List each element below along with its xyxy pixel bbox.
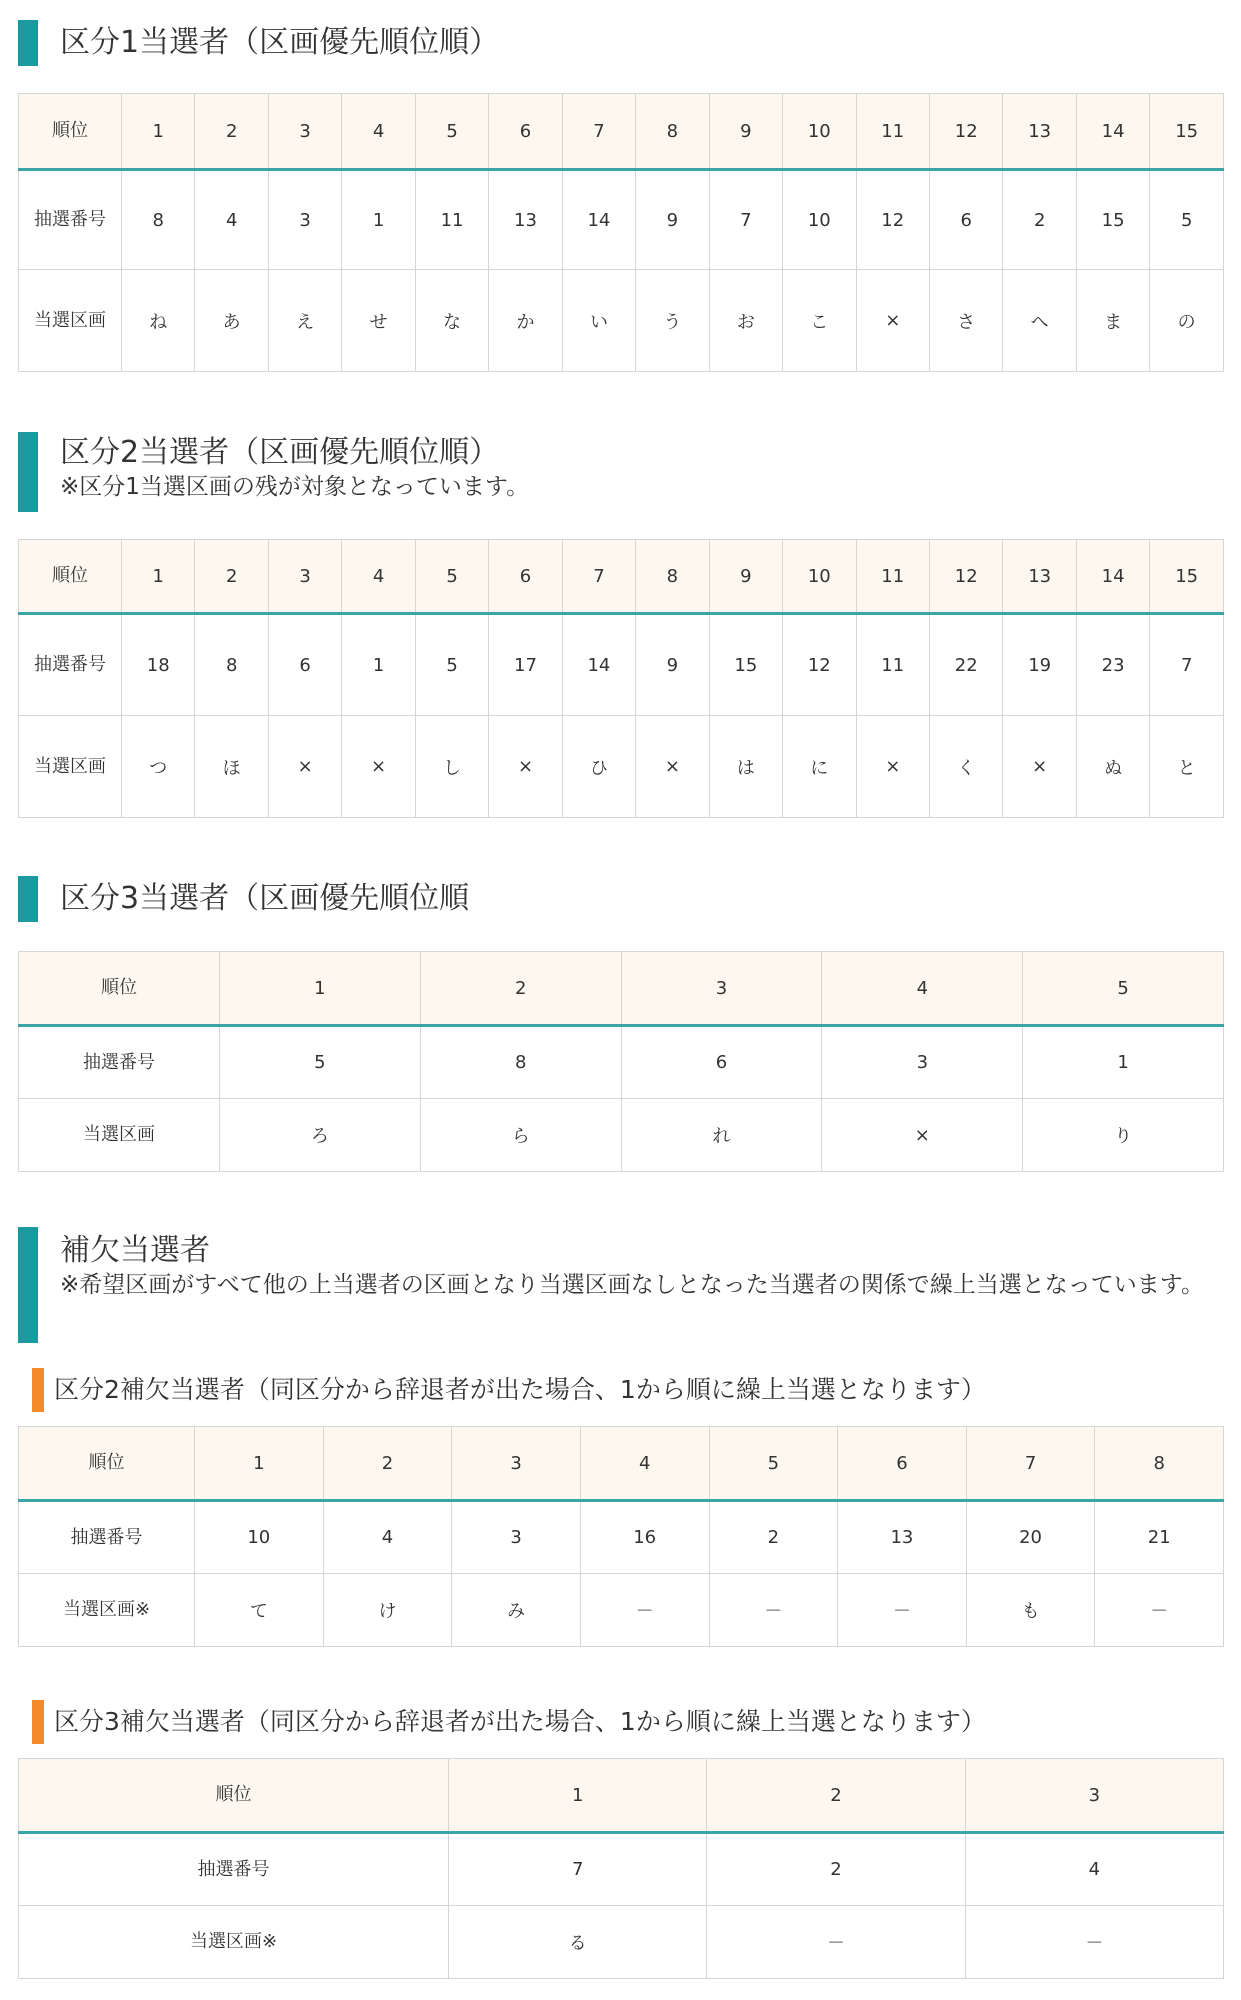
rank-cell: 6 (838, 1427, 967, 1501)
lottery-number-cell: 6 (268, 614, 341, 716)
rank-cell: 15 (1150, 540, 1224, 614)
rank-row (19, 540, 1224, 614)
lottery-number-cell: 10 (783, 170, 856, 270)
assigned-plot-cell: も (966, 1574, 1095, 1647)
rank-cell: 5 (709, 1427, 838, 1501)
assigned-plot-cell: ぬ (1076, 716, 1149, 818)
assigned-plot-cell: し (415, 716, 488, 818)
subheading-accent-bar (32, 1700, 44, 1744)
assigned-plot-cell: り (1023, 1099, 1224, 1172)
assigned-plot-cell: み (452, 1574, 581, 1647)
lottery-number-cell: 23 (1076, 614, 1149, 716)
assigned-plot-cell: × (342, 716, 415, 818)
assigned-plot-cell: さ (929, 270, 1002, 372)
section-title: 区分3当選者（区画優先順位順 (60, 881, 470, 916)
lottery-number-cell: 2 (707, 1833, 965, 1906)
lottery-number-cell: 16 (580, 1501, 709, 1574)
lottery-number-row (19, 1501, 1224, 1574)
section-heading (18, 432, 1224, 504)
assigned-plot-cell: × (489, 716, 562, 818)
row-header-cell: 順位 (19, 94, 122, 170)
row-header-cell: 抽選番号 (19, 614, 122, 716)
lottery-number-cell: 15 (1076, 170, 1149, 270)
heading-accent-bar (18, 20, 38, 66)
lottery-number-cell: 18 (122, 614, 195, 716)
rank-cell: 6 (489, 540, 562, 614)
lottery-number-cell: 4 (323, 1501, 452, 1574)
rank-cell: 6 (489, 94, 562, 170)
rank-cell: 4 (822, 952, 1023, 1026)
rank-cell: 15 (1150, 94, 1224, 170)
assigned-plot-cell: え (268, 270, 341, 372)
lottery-number-cell: 5 (220, 1026, 421, 1099)
row-header-cell: 順位 (19, 952, 220, 1026)
lottery-number-cell: 20 (966, 1501, 1095, 1574)
rank-cell: 8 (636, 94, 709, 170)
lottery-number-cell: 2 (1003, 170, 1076, 270)
assigned-plot-cell: こ (783, 270, 856, 372)
lottery-number-cell: 1 (342, 614, 415, 716)
rank-cell: 11 (856, 94, 929, 170)
subsection-heading (18, 1700, 1224, 1744)
lottery-number-cell: 14 (562, 614, 635, 716)
lottery-number-cell: 7 (1150, 614, 1224, 716)
row-header-cell: 抽選番号 (19, 1026, 220, 1099)
heading-accent-bar (18, 432, 38, 512)
lottery-number-cell: 8 (420, 1026, 621, 1099)
rank-cell: 4 (342, 94, 415, 170)
lottery-number-cell: 4 (965, 1833, 1223, 1906)
lottery-number-cell: 6 (621, 1026, 822, 1099)
rank-cell: 13 (1003, 540, 1076, 614)
subsection-category3-substitutes (18, 1700, 1224, 1744)
rank-cell: 11 (856, 540, 929, 614)
section-heading (18, 20, 1224, 61)
rank-cell: 3 (621, 952, 822, 1026)
assigned-plot-cell: － (838, 1574, 967, 1647)
rank-cell: 4 (580, 1427, 709, 1501)
rank-cell: 1 (122, 540, 195, 614)
heading-accent-bar (18, 876, 38, 922)
assigned-plot-cell: ね (122, 270, 195, 372)
assigned-plot-cell: か (489, 270, 562, 372)
assigned-plot-cell: の (1150, 270, 1224, 372)
rank-cell: 10 (783, 540, 856, 614)
row-header-cell: 順位 (19, 1759, 449, 1833)
lottery-number-cell: 9 (636, 614, 709, 716)
rank-cell: 7 (562, 540, 635, 614)
lottery-number-row (19, 1026, 1224, 1099)
assigned-plot-cell: × (268, 716, 341, 818)
row-header-cell: 当選区画※ (19, 1574, 195, 1647)
section-title: 区分2当選者（区画優先順位順） (60, 435, 500, 470)
assigned-plot-cell: － (965, 1906, 1223, 1979)
assigned-plot-cell: つ (122, 716, 195, 818)
rank-cell: 5 (415, 94, 488, 170)
rank-cell: 8 (636, 540, 709, 614)
rank-row (19, 1759, 1224, 1833)
rank-cell: 2 (195, 94, 268, 170)
lottery-number-cell: 15 (709, 614, 782, 716)
rank-cell: 8 (1095, 1427, 1224, 1501)
subsection-title: 区分3補欠当選者（同区分から辞退者が出た場合、1から順に繰上当選となります） (54, 1707, 986, 1736)
assigned-plot-row (19, 1574, 1224, 1647)
section-note: ※希望区画がすべて他の上当選者の区画となり当選区画なしとなった当選者の関係で繰上当選となっています。 (60, 1272, 1204, 1298)
assigned-plot-cell: る (449, 1906, 707, 1979)
assigned-plot-cell: ひ (562, 716, 635, 818)
lottery-number-cell: 3 (452, 1501, 581, 1574)
assigned-plot-cell: て (195, 1574, 324, 1647)
assigned-plot-cell: く (929, 716, 1002, 818)
lottery-number-cell: 8 (122, 170, 195, 270)
rank-cell: 1 (122, 94, 195, 170)
rank-cell: 3 (268, 94, 341, 170)
row-header-cell: 抽選番号 (19, 170, 122, 270)
assigned-plot-cell: は (709, 716, 782, 818)
assigned-plot-cell: － (707, 1906, 965, 1979)
row-header-cell: 当選区画 (19, 716, 122, 818)
assigned-plot-cell: ほ (195, 716, 268, 818)
lottery-number-row (19, 1833, 1224, 1906)
section-category2 (18, 432, 1224, 504)
rank-row (19, 1427, 1224, 1501)
lottery-number-cell: 1 (342, 170, 415, 270)
assigned-plot-cell: ま (1076, 270, 1149, 372)
section-title: 区分1当選者（区画優先順位順） (60, 25, 500, 60)
lottery-number-cell: 3 (268, 170, 341, 270)
lottery-number-cell: 22 (929, 614, 1002, 716)
assigned-plot-cell: お (709, 270, 782, 372)
assigned-plot-cell: － (1095, 1574, 1224, 1647)
rank-cell: 5 (415, 540, 488, 614)
lottery-number-cell: 11 (415, 170, 488, 270)
rank-cell: 9 (709, 540, 782, 614)
rank-cell: 2 (195, 540, 268, 614)
subsection-heading (18, 1368, 1224, 1412)
row-header-cell: 順位 (19, 540, 122, 614)
rank-cell: 2 (323, 1427, 452, 1501)
lottery-number-cell: 1 (1023, 1026, 1224, 1099)
rank-cell: 12 (929, 540, 1002, 614)
lottery-number-cell: 2 (709, 1501, 838, 1574)
rank-cell: 3 (268, 540, 341, 614)
lottery-number-cell: 4 (195, 170, 268, 270)
substitutes-table-category2 (18, 1426, 1224, 1647)
assigned-plot-cell: × (856, 716, 929, 818)
assigned-plot-row (19, 1906, 1224, 1979)
lottery-number-cell: 5 (1150, 170, 1224, 270)
section-title: 補欠当選者 (60, 1233, 210, 1268)
row-header-cell: 当選区画※ (19, 1906, 449, 1979)
lottery-number-cell: 13 (838, 1501, 967, 1574)
rank-cell: 1 (220, 952, 421, 1026)
winners-table-category2 (18, 539, 1224, 818)
rank-cell: 2 (707, 1759, 965, 1833)
rank-cell: 1 (449, 1759, 707, 1833)
rank-cell: 5 (1023, 952, 1224, 1026)
rank-cell: 14 (1076, 94, 1149, 170)
lottery-number-cell: 7 (449, 1833, 707, 1906)
heading-accent-bar (18, 1227, 38, 1343)
lottery-number-cell: 6 (929, 170, 1002, 270)
assigned-plot-cell: ろ (220, 1099, 421, 1172)
section-note: ※区分1当選区画の残が対象となっています。 (60, 474, 530, 500)
assigned-plot-cell: に (783, 716, 856, 818)
rank-cell: 12 (929, 94, 1002, 170)
winners-table-category1 (18, 93, 1224, 372)
rank-row (19, 952, 1224, 1026)
lottery-number-cell: 10 (195, 1501, 324, 1574)
winners-table-category3 (18, 951, 1224, 1172)
rank-cell: 7 (562, 94, 635, 170)
lottery-number-cell: 9 (636, 170, 709, 270)
lottery-number-cell: 3 (822, 1026, 1023, 1099)
subsection-title: 区分2補欠当選者（同区分から辞退者が出た場合、1から順に繰上当選となります） (54, 1375, 986, 1404)
subsection-category2-substitutes (18, 1368, 1224, 1412)
assigned-plot-cell: へ (1003, 270, 1076, 372)
assigned-plot-cell: な (415, 270, 488, 372)
lottery-number-cell: 8 (195, 614, 268, 716)
rank-cell: 13 (1003, 94, 1076, 170)
lottery-number-row (19, 170, 1224, 270)
lottery-number-cell: 19 (1003, 614, 1076, 716)
row-header-cell: 当選区画 (19, 270, 122, 372)
section-category1 (18, 20, 1224, 61)
row-header-cell: 抽選番号 (19, 1501, 195, 1574)
assigned-plot-cell: せ (342, 270, 415, 372)
row-header-cell: 順位 (19, 1427, 195, 1501)
assigned-plot-cell: × (822, 1099, 1023, 1172)
lottery-number-cell: 7 (709, 170, 782, 270)
lottery-number-cell: 13 (489, 170, 562, 270)
assigned-plot-cell: け (323, 1574, 452, 1647)
assigned-plot-cell: い (562, 270, 635, 372)
rank-cell: 9 (709, 94, 782, 170)
lottery-number-cell: 17 (489, 614, 562, 716)
rank-cell: 4 (342, 540, 415, 614)
assigned-plot-cell: － (580, 1574, 709, 1647)
rank-cell: 14 (1076, 540, 1149, 614)
rank-cell: 7 (966, 1427, 1095, 1501)
assigned-plot-cell: れ (621, 1099, 822, 1172)
assigned-plot-cell: × (856, 270, 929, 372)
lottery-number-cell: 5 (415, 614, 488, 716)
rank-cell: 2 (420, 952, 621, 1026)
lottery-number-cell: 12 (856, 170, 929, 270)
rank-cell: 3 (452, 1427, 581, 1501)
rank-cell: 10 (783, 94, 856, 170)
lottery-number-cell: 14 (562, 170, 635, 270)
section-category3 (18, 876, 1224, 917)
rank-cell: 3 (965, 1759, 1223, 1833)
assigned-plot-row (19, 716, 1224, 818)
rank-row (19, 94, 1224, 170)
assigned-plot-cell: × (636, 716, 709, 818)
subheading-accent-bar (32, 1368, 44, 1412)
section-substitutes (18, 1227, 1224, 1302)
assigned-plot-cell: － (709, 1574, 838, 1647)
assigned-plot-cell: と (1150, 716, 1224, 818)
lottery-number-cell: 21 (1095, 1501, 1224, 1574)
assigned-plot-row (19, 270, 1224, 372)
lottery-number-row (19, 614, 1224, 716)
section-heading (18, 876, 1224, 917)
assigned-plot-cell: う (636, 270, 709, 372)
lottery-number-cell: 11 (856, 614, 929, 716)
row-header-cell: 抽選番号 (19, 1833, 449, 1906)
assigned-plot-cell: × (1003, 716, 1076, 818)
substitutes-table-category3 (18, 1758, 1224, 1979)
assigned-plot-cell: あ (195, 270, 268, 372)
row-header-cell: 当選区画 (19, 1099, 220, 1172)
rank-cell: 1 (195, 1427, 324, 1501)
assigned-plot-cell: ら (420, 1099, 621, 1172)
assigned-plot-row (19, 1099, 1224, 1172)
section-heading (18, 1227, 1224, 1302)
lottery-number-cell: 12 (783, 614, 856, 716)
